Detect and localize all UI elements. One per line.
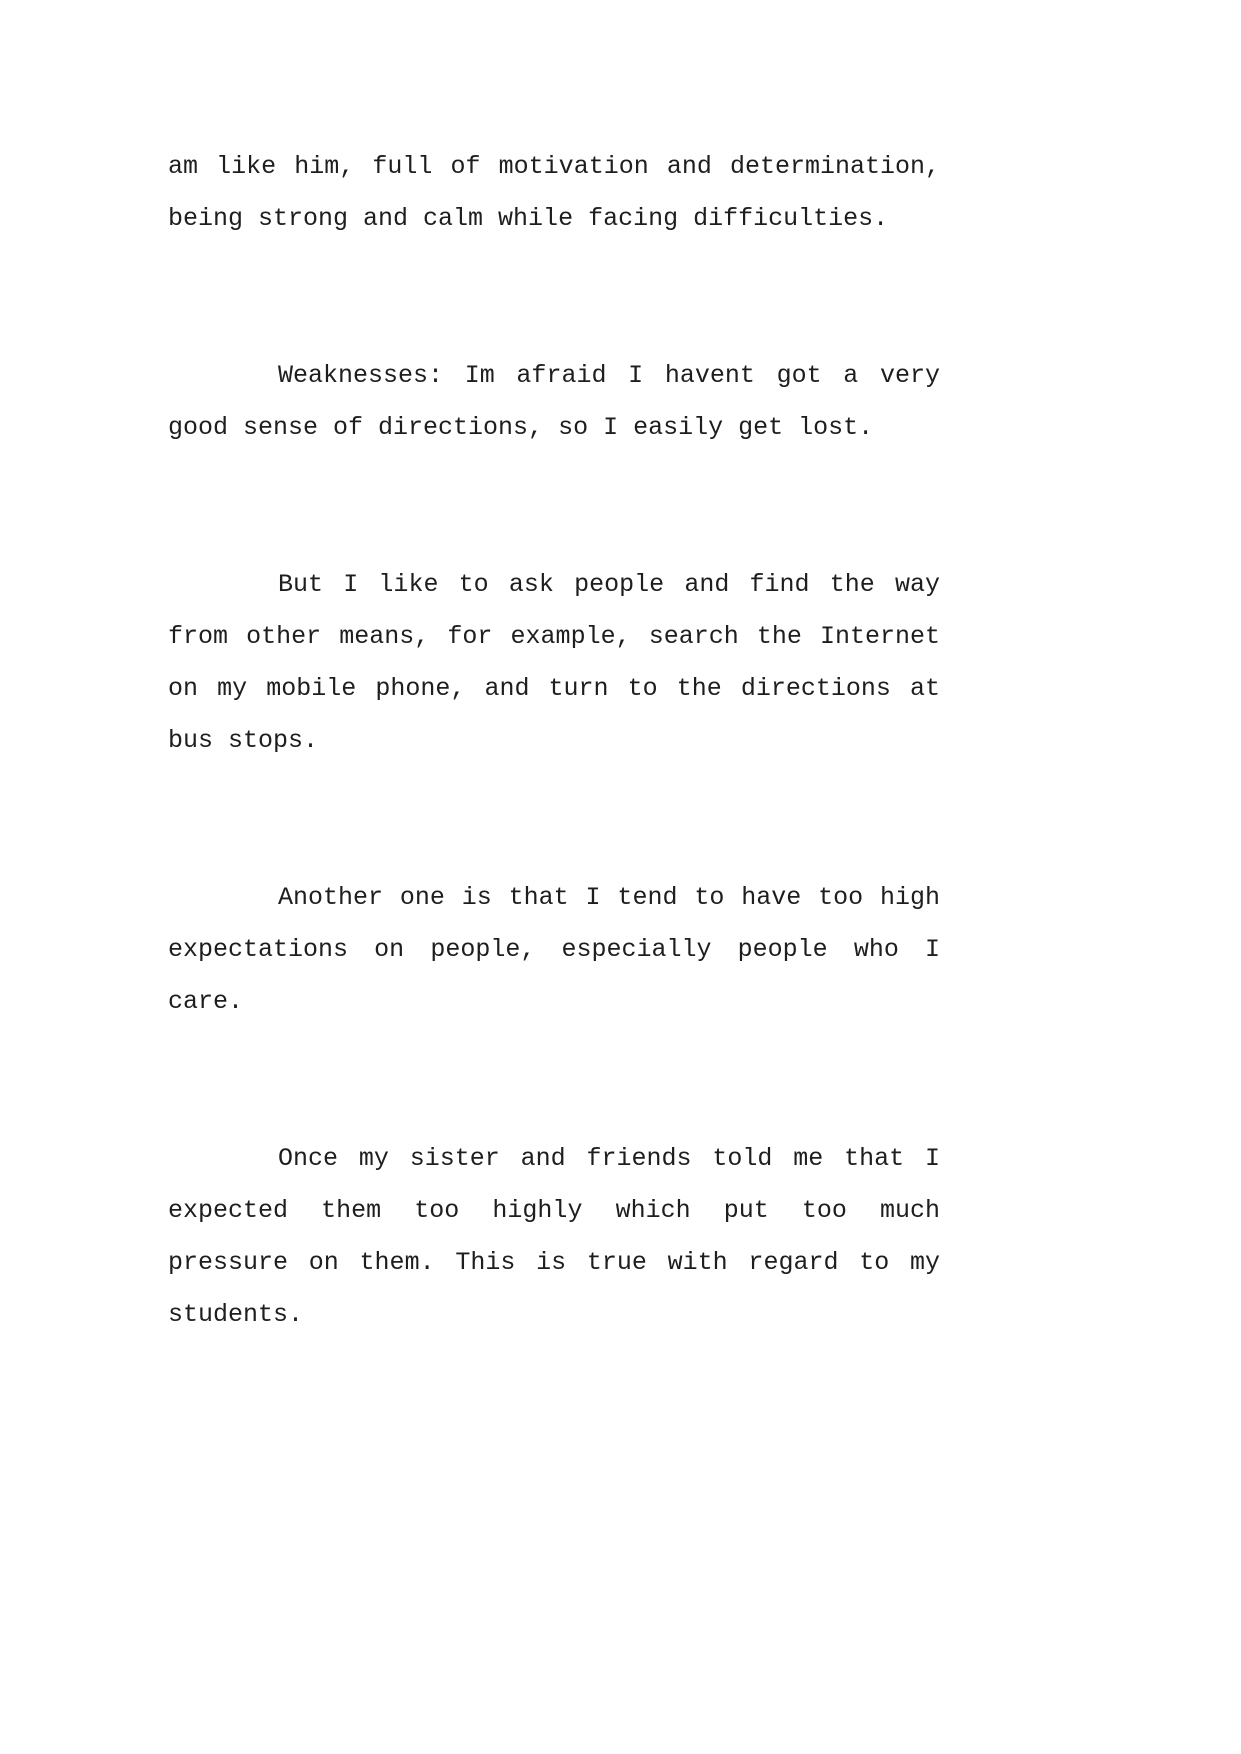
text-line: Weaknesses: Im afraid I havent got a very	[278, 360, 940, 390]
body-text	[168, 141, 940, 1341]
text-line: Once my sister and friends told me that I	[278, 1143, 940, 1173]
paragraph	[168, 872, 940, 1029]
text-line: good sense of directions, so I easily get lost.	[168, 412, 874, 442]
text-line: expectations on people, especially people who I	[168, 934, 940, 964]
paragraph	[168, 350, 940, 454]
paragraph	[168, 1133, 940, 1342]
paragraph	[168, 559, 940, 768]
text-line: from other means, for example, search the Internet	[168, 621, 940, 651]
text-line: Another one is that I tend to have too high	[278, 882, 940, 912]
text-line: being strong and calm while facing difficulties.	[168, 204, 889, 234]
text-line: am like him, full of motivation and determination,	[168, 152, 940, 181]
text-line: students.	[168, 1300, 304, 1330]
text-line: on my mobile phone, and turn to the directions at	[168, 673, 940, 703]
text-line: But I like to ask people and find the way	[278, 569, 940, 599]
paragraph	[168, 141, 940, 245]
text-line: care.	[168, 987, 244, 1017]
text-line: bus stops.	[168, 726, 319, 756]
text-line: pressure on them. This is true with regard to my	[168, 1248, 940, 1277]
text-line: expected them too highly which put too much	[168, 1195, 940, 1225]
